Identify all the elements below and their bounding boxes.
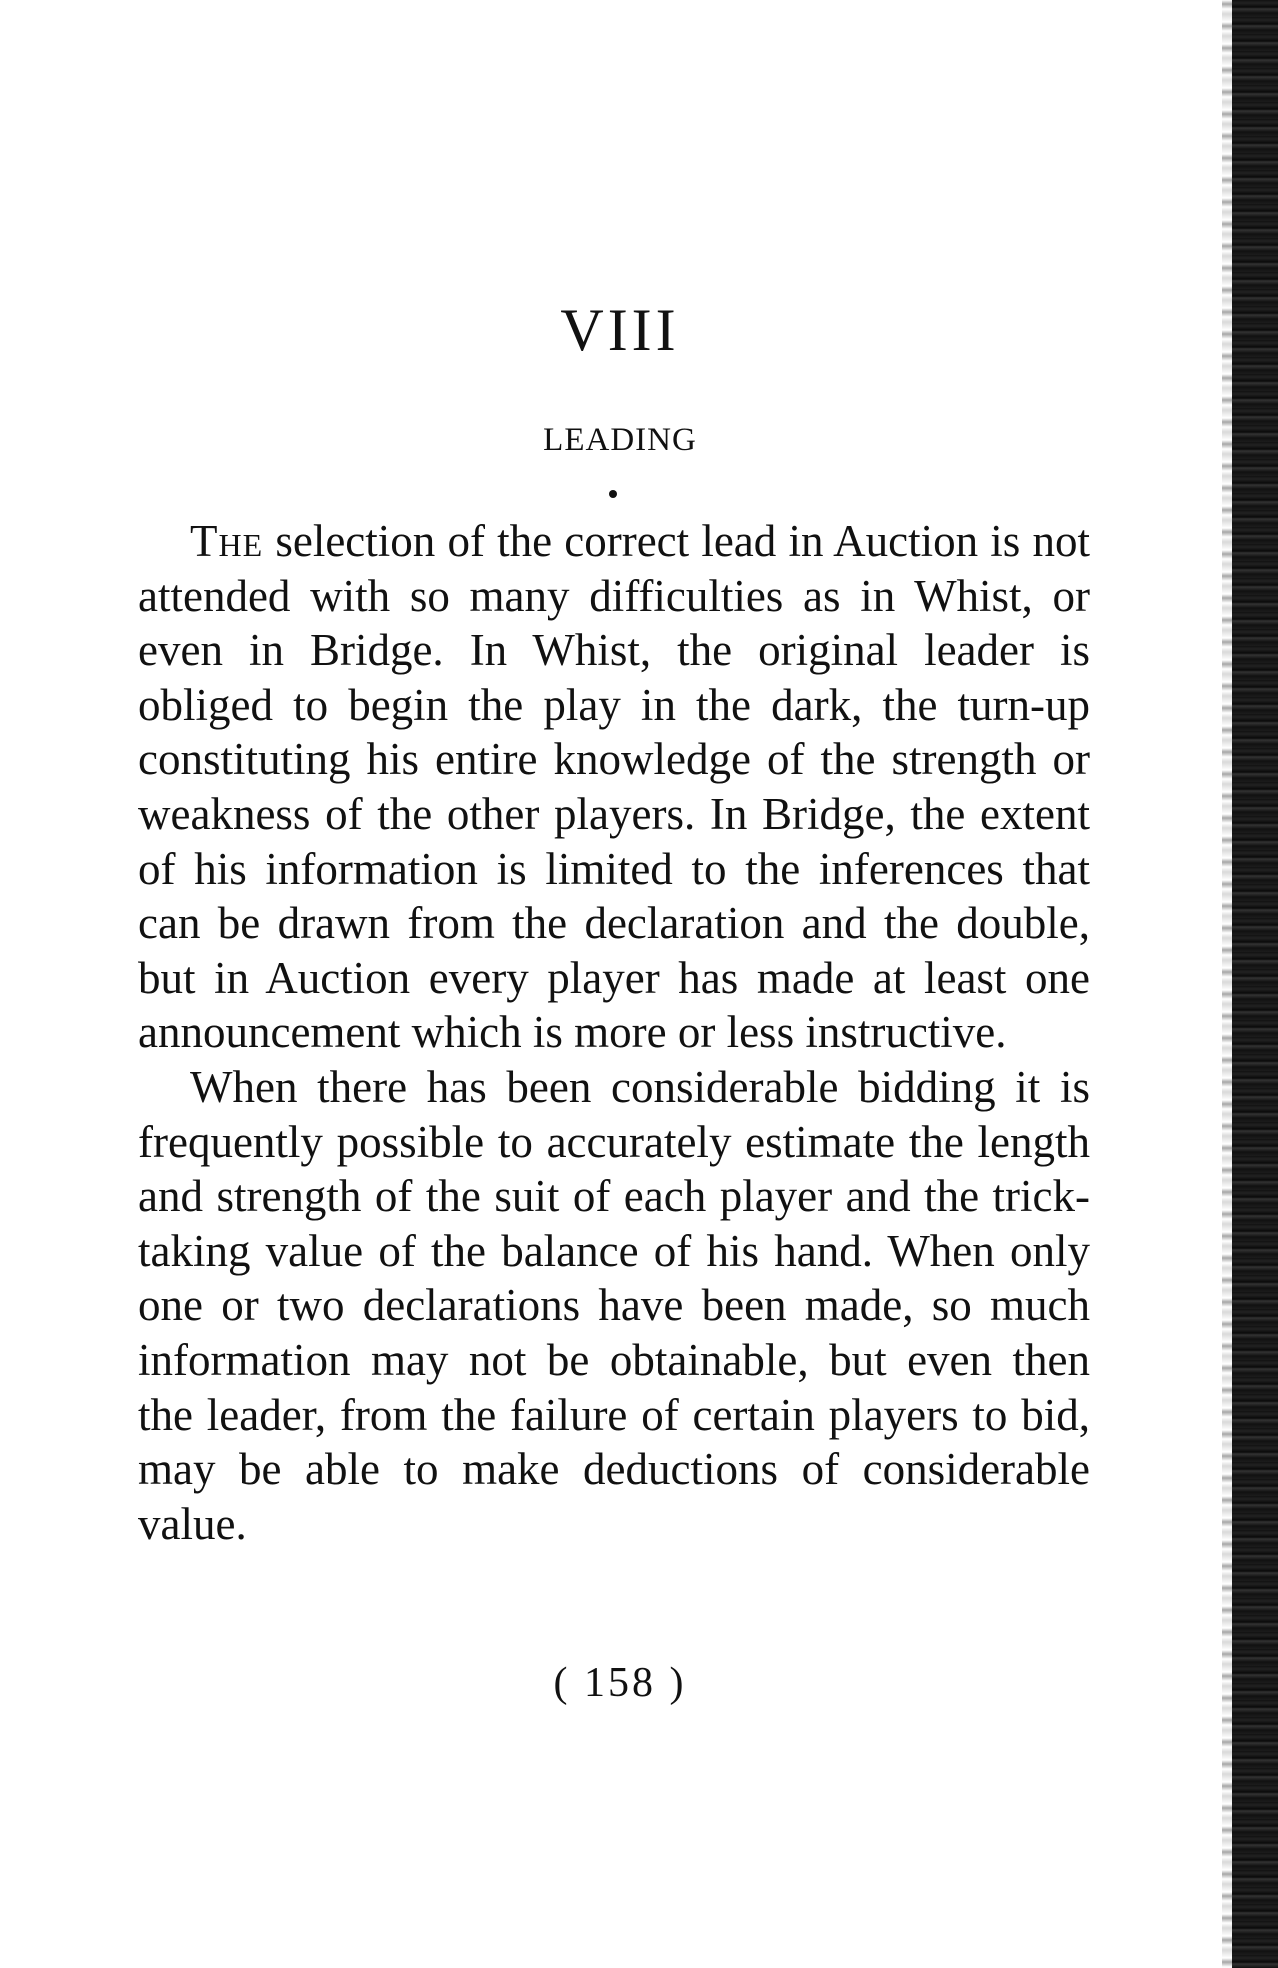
- paragraph-1-text: selection of the correct lead in Auction is not attended with so many difficulties as in Whist, or even in Bridge. In Whist, the original leader is obliged to begin the play in the dark, the turn-up constituting his entire knowledge of the strength or weakness of the other players. In Bridge, the extent of his information is limited to the inferences that can be drawn from the declaration and the double, but in Auction every player has made at least one announcement which is more or less instructive.: [138, 516, 1090, 1058]
- drop-lead-word: The: [190, 516, 264, 566]
- ornament-dot: [609, 490, 617, 498]
- chapter-title: LEADING: [543, 422, 697, 458]
- scan-edge-shadow: [1222, 0, 1232, 1968]
- chapter-body: [138, 514, 1090, 1551]
- scan-edge: [1232, 0, 1278, 1968]
- chapter-number: VIII: [560, 297, 680, 363]
- paragraph-1: [138, 514, 1090, 1060]
- page-number: ( 158 ): [553, 1660, 687, 1706]
- paragraph-2: When there has been considerable bidding it is frequently possible to accurately estimate the length and strength of the suit of each player and the trick-taking value of the balance of his hand. When only one or two declarations have been made, so much information may not be obtainable, but even then the leader, from the failure of certain players to bid, may be able to make deductions of considerable value.: [138, 1061, 1090, 1549]
